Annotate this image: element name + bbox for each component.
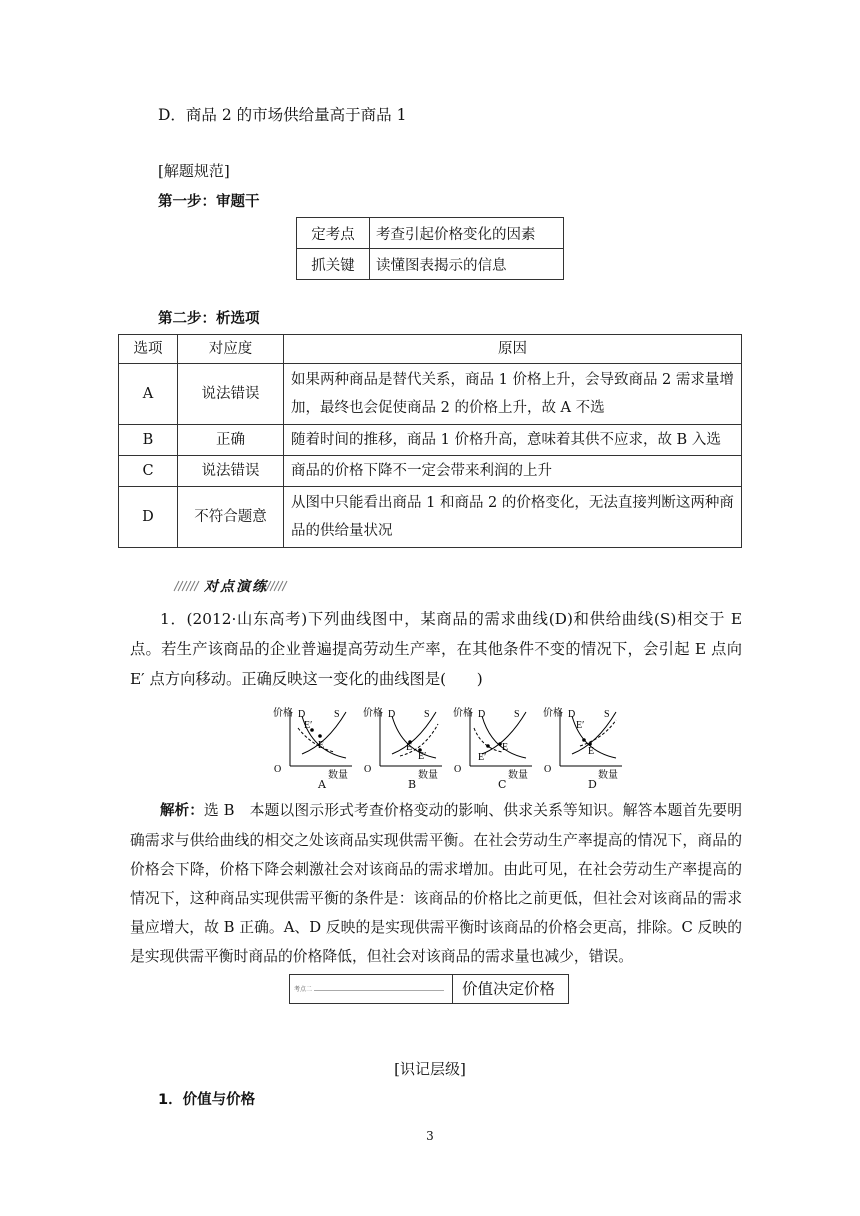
row-option: C — [119, 456, 178, 487]
row-option: B — [119, 425, 178, 456]
question-number: 1． — [160, 610, 187, 628]
demand-label: D — [388, 709, 396, 720]
step1-table — [296, 217, 564, 280]
x-axis-label: 数量 — [598, 770, 618, 781]
row-judgment: 说法错误 — [178, 364, 284, 425]
table-header-row — [119, 335, 742, 364]
supply-label: S — [604, 709, 610, 720]
step1-title: 第一步：审题干 — [158, 194, 260, 210]
step2-table — [118, 334, 742, 548]
graph-panel-label: D — [588, 778, 597, 791]
row-reason: 随着时间的推移，商品 1 价格升高，意味着其供不应求，故 B 入选 — [284, 425, 742, 456]
demand-label: D — [568, 709, 576, 720]
row-option: D — [119, 487, 178, 548]
row-option: A — [119, 364, 178, 425]
origin-label: O — [454, 764, 462, 775]
row-reason: 商品的价格下降不一定会带来利润的上升 — [284, 456, 742, 487]
practice-banner — [172, 576, 290, 594]
graph-panel-label: B — [408, 778, 417, 791]
graph-d — [542, 706, 624, 791]
demand-label: D — [298, 709, 306, 720]
y-axis-label: 价格 — [363, 708, 383, 719]
solution-section-label: [解题规范] — [158, 162, 230, 180]
supply-label: S — [514, 709, 520, 720]
table-row — [119, 456, 742, 487]
e-label: E — [588, 746, 595, 757]
step1-key: 抓关键 — [297, 249, 370, 280]
demand-label: D — [478, 709, 486, 720]
question-text — [130, 604, 742, 694]
x-axis-label: 数量 — [418, 770, 438, 781]
step1-value: 读懂图表揭示的信息 — [370, 249, 564, 280]
supply-label: S — [424, 709, 430, 720]
step2-title: 第二步：析选项 — [158, 311, 260, 327]
analysis-label: 解析： — [160, 803, 204, 819]
row-reason: 如果两种商品是替代关系，商品 1 价格上升，会导致商品 2 需求量增加，最终也会促使商品 2 的价格上升，故 A 不选 — [284, 364, 742, 425]
step1-key: 定考点 — [297, 218, 370, 249]
header-reason: 原因 — [284, 335, 742, 364]
row-judgment: 说法错误 — [178, 456, 284, 487]
topic-box — [289, 974, 569, 1004]
table-row — [297, 218, 564, 249]
question-source: (2012·山东高考) — [186, 610, 308, 628]
topic-tag: 考点二 — [294, 986, 313, 993]
page-number: 3 — [426, 1129, 434, 1143]
y-axis-label: 价格 — [273, 708, 293, 719]
e-prime-label: E′ — [418, 751, 427, 762]
topic-tag-area — [290, 975, 453, 1003]
supply-label: S — [334, 709, 340, 720]
e-label: E — [406, 742, 413, 753]
e-prime-label: E′ — [478, 752, 487, 763]
graph-panel-label: C — [498, 778, 507, 791]
e-label: E — [318, 740, 325, 751]
analysis-body: 选 B 本题以图示形式考查价格变动的影响、供求关系等知识。解答本题首先要明确需求与供给曲线的相交之处该商品实现供需平衡。在社会劳动生产率提高的情况下，商品的价格会下降，价格下降会刺激社会对该商品的需求增加。由此可见，在社会劳动生产率提高的情况下，这种商品实现供需平衡的条件是：该商品的价格比之前更低，但社会对该商品的需求量应增大，故 B 正确。A、D 反映的是实现供需平衡时该商品的价格会更高，排除。C 反映的是实现供需平衡时商品的价格降低，但社会对该商品的需求量也减少，错误。 — [130, 802, 742, 965]
level-heading: [识记层级] — [394, 1060, 466, 1078]
x-axis-label: 数量 — [508, 770, 528, 781]
table-row — [119, 487, 742, 548]
graph-a — [272, 706, 354, 791]
practice-banner-label: 对点演练 — [204, 579, 268, 595]
question-body: 下列曲线图中，某商品的需求曲线(D)和供给曲线(S)相交于 E 点。若生产该商品的企业普遍提高劳动生产率，在其他条件不变的情况下，会引起 E 点向 E′ 点方向移动。正确反映这一变化的曲线图是( ) — [130, 610, 743, 688]
table-row — [119, 425, 742, 456]
x-axis-label: 数量 — [328, 770, 348, 781]
header-judgment: 对应度 — [178, 335, 284, 364]
analysis-text — [130, 796, 742, 971]
origin-label: O — [364, 764, 372, 775]
e-prime-label: E′ — [576, 720, 585, 731]
row-judgment: 正确 — [178, 425, 284, 456]
row-reason: 从图中只能看出商品 1 和商品 2 的价格变化，无法直接判断这两种商品的供给量状况 — [284, 487, 742, 548]
graph-c — [452, 706, 534, 791]
graph-panel-label: A — [318, 778, 326, 791]
table-row — [297, 249, 564, 280]
subheading: 1．价值与价格 — [158, 1092, 256, 1108]
table-row — [119, 364, 742, 425]
e-prime-label: E′ — [304, 720, 313, 731]
graph-b — [362, 706, 444, 791]
topic-tag-underline — [314, 990, 444, 991]
origin-label: O — [544, 764, 552, 775]
y-axis-label: 价格 — [453, 708, 473, 719]
y-axis-label: 价格 — [543, 708, 563, 719]
e-label: E — [502, 742, 509, 753]
origin-label: O — [274, 764, 282, 775]
topic-box-title: 价值决定价格 — [462, 980, 556, 998]
header-option: 选项 — [119, 335, 178, 364]
row-judgment: 不符合题意 — [178, 487, 284, 548]
option-d-text: D．商品 2 的市场供给量高于商品 1 — [158, 106, 407, 124]
step1-value: 考查引起价格变化的因素 — [370, 218, 564, 249]
